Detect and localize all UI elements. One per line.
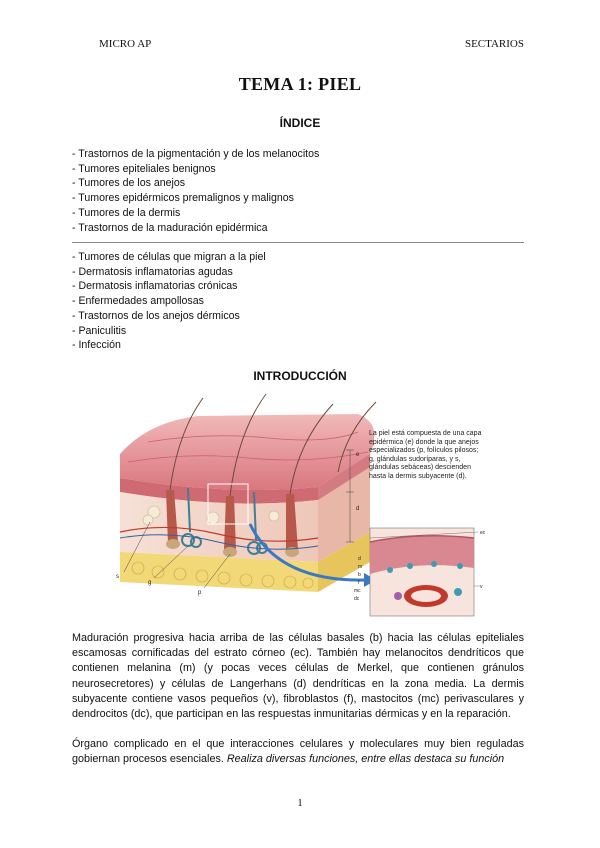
intro-paragraph-2	[72, 737, 524, 767]
inset-magnified-view	[370, 528, 474, 616]
index-item: - Paniculitis	[72, 324, 127, 337]
index-item: - Trastornos de los anejos dérmicos	[72, 309, 240, 322]
skin-diagram	[108, 392, 498, 617]
inset-label-v: v	[480, 584, 483, 590]
index-item: - Infección	[72, 339, 121, 352]
intro-paragraph-1: Maduración progresiva hacia arriba de las células basales (b) hacia las células epiteliales escamosas cornificadas del estrato córneo (ec). También hay melanocitos dendríticos que contienen melanina (m) (y pocas veces células de Merkel, que contienen gránulos neurosecretores) y células de Langerhans (d) dendríticas en la zona media. La dermis subyacente contiene vasos pequeños (v), fibroblastos (f), mastocitos (mc) perivasculares y dendrocitos (dc), que participan en las respuestas inmunitarias dérmicas y en la reparación.	[72, 632, 524, 721]
index-heading: ÍNDICE	[279, 116, 321, 130]
inset-label-f: f	[358, 580, 360, 586]
index-item: - Dermatosis inflamatorias agudas	[72, 265, 233, 278]
inset-label-mc: mc	[354, 588, 361, 594]
inset-label-ec: ec	[480, 530, 486, 536]
paragraph-2-text: Órgano complicado en el que interacciones celulares y moleculares muy bien reguladas gobiernan procesos esenciales.	[72, 738, 524, 766]
paragraph-2-italic: Realiza diversas funciones, entre ellas destaca su función	[226, 753, 505, 766]
index-item: - Tumores de los anejos	[72, 177, 186, 190]
index-item: - Tumores de la dermis	[72, 206, 181, 219]
label-s: s	[116, 574, 119, 580]
index-item: - Trastornos de la maduración epidérmica	[72, 221, 268, 234]
index-list-2	[72, 250, 532, 353]
figure-caption: La piel está compuesta de una capa epidérmica (e) donde la que anejos especializados (p, folículos pilosos; g, glándulas sudoríparas, y s, glándulas sebáceas) descienden hasta la dermis subyacente (d).	[369, 430, 482, 480]
index-list-1	[72, 147, 532, 235]
inset-label-b: b	[358, 572, 361, 578]
index-item: - Tumores de células que migran a la piel	[72, 251, 266, 263]
index-item: - Dermatosis inflamatorias crónicas	[72, 280, 238, 293]
index-item: - Trastornos de la pigmentación y de los melanocitos	[72, 148, 320, 160]
inset-label-m: m	[358, 564, 363, 570]
inset-label-d: d	[358, 556, 361, 562]
label-p: p	[198, 590, 202, 596]
page-title: TEMA 1: PIEL	[238, 74, 362, 94]
index-item: - Enfermedades ampollosas	[72, 295, 204, 308]
label-e: e	[356, 452, 360, 458]
header-right: SECTARIOS	[464, 38, 524, 50]
label-g: g	[148, 580, 152, 586]
index-item: - Tumores epiteliales benignos	[72, 162, 216, 175]
index-divider	[72, 242, 524, 243]
inset-label-dc: dc	[354, 596, 360, 602]
label-d: d	[356, 506, 360, 512]
page-number: 1	[297, 797, 303, 809]
header-left: MICRO AP	[99, 38, 152, 50]
index-item: - Tumores epidérmicos premalignos y malignos	[72, 192, 294, 205]
intro-heading: INTRODUCCIÓN	[253, 369, 347, 383]
